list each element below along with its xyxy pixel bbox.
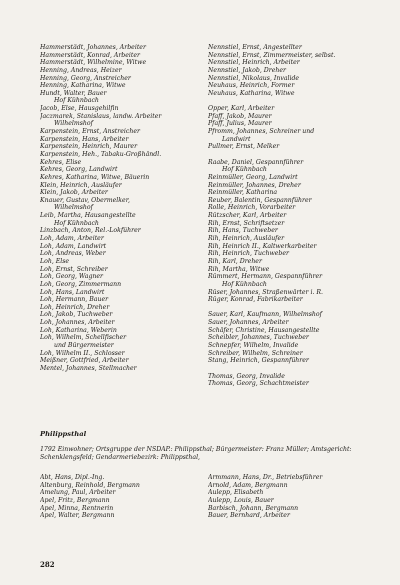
list-item: Kehres, Elise <box>40 158 82 166</box>
list-item: Loh, Ernst, Schreiber <box>40 265 108 273</box>
list-item: Loh, Georg, Zimmermann <box>40 280 122 288</box>
section-right-column <box>208 474 384 520</box>
list-item: Loh, Wilhelm, Schellfischer <box>40 334 127 342</box>
list-item: Mentel, Johannes, Stellmacher <box>40 364 137 372</box>
list-item: Pfaff, Julius, Maurer <box>208 120 272 128</box>
list-item: Rolle, Heinrich, Vorarbeiter <box>208 204 296 212</box>
list-item: Nennstiel, Heinrich, Arbeiter <box>208 59 300 67</box>
list-item: Altenburg, Reinhold, Bergmann <box>40 481 140 489</box>
list-item <box>208 97 384 105</box>
list-item: Aulepp, Louis, Bauer <box>208 496 274 504</box>
list-item: Stang, Heinrich, Gespannführer <box>208 357 309 365</box>
list-item: Meißner, Gottfried, Arbeiter <box>40 357 129 365</box>
list-item: Rüger, Konrad, Fabrikarbeiter <box>208 296 303 304</box>
list-item: Sauer, Johannes, Arbeiter <box>208 319 289 327</box>
list-item: Nennstiel, Nikolaus, Invalide <box>208 74 300 82</box>
section-description: 1792 Einwohner; Ortsgruppe der NSDAP.: Philippsthal; Bürgermeister: Franz Müller; Amtsgericht: Schenklengsfeld; Gendarmeriebezirk: Philippsthal, <box>40 446 352 461</box>
list-item: Neuhaus, Heinrich, Former <box>208 82 295 90</box>
list-item: Hammerstädt, Wilhelmine, Witwe <box>40 59 147 67</box>
left-column <box>40 44 216 373</box>
list-item: Schreiber, Wilhelm, Schreiner <box>208 349 303 357</box>
list-item: Sauer, Karl, Kaufmann, Wilhelmshof <box>208 311 322 319</box>
list-item: Landwirt <box>222 135 251 143</box>
list-item: Loh, Georg, Wagner <box>40 273 104 281</box>
list-item: Karpenstein, Ernst, Anstreicher <box>40 128 140 136</box>
list-item: Scheibler, Johannes, Tuchweber <box>208 334 309 342</box>
list-item: Henning, Georg, Anstreicher <box>40 74 131 82</box>
list-item: Apel, Minna, Rentnerin <box>40 504 114 512</box>
list-item: Thomas, Georg, Invalide <box>208 372 285 380</box>
page-number: 282 <box>40 560 55 569</box>
list-item: Reinmüller, Katharina <box>208 189 278 197</box>
list-item: Aulepp, Elisabeth <box>208 489 264 497</box>
list-item: Knauer, Gustav, Obermelker, <box>40 196 130 204</box>
list-item: Wilhelmshof <box>54 120 93 128</box>
list-item: Rih, Ernst, Schriftsetzer <box>208 219 285 227</box>
list-item: Barbisch, Johann, Bergmann <box>208 504 299 512</box>
list-item: Arnold, Adam, Bergmann <box>208 481 288 489</box>
list-item: Reinmüller, Johannes, Dreher <box>208 181 301 189</box>
list-item: Loh, Hermann, Bauer <box>40 296 109 304</box>
list-item: Klein, Heinrich, Ausläufer <box>40 181 122 189</box>
section-title: Philippsthal <box>40 430 87 438</box>
list-item: Hundt, Walter, Bauer <box>40 89 107 97</box>
list-item <box>208 304 384 312</box>
list-item: Armmann, Hans, Dr., Betriebsführer <box>208 474 323 481</box>
list-item: Karpenstein, Heh., Tabaku-Großhändl. <box>40 150 162 158</box>
list-item: Hof Kühnbach <box>222 166 267 174</box>
list-item: Loh, Johannes, Arbeiter <box>40 319 115 327</box>
list-item: Abt, Hans, Dipl.-Ing. <box>40 474 105 481</box>
list-item: Karpenstein, Hans, Arbeiter <box>40 135 129 143</box>
list-item: Reuber, Balentin, Gespannführer <box>208 196 312 204</box>
list-item: Hammerstädt, Konrad, Arbeiter <box>40 51 141 59</box>
list-item: Pfromm, Johannes, Schreiner und <box>208 128 315 136</box>
list-item: Henning, Andreas, Heizer <box>40 66 122 74</box>
list-item <box>208 151 384 159</box>
list-item: Opper, Karl, Arbeiter <box>208 105 275 113</box>
list-item: Pfaff, Jakob, Maurer <box>208 112 272 120</box>
list-item: Rih, Heinrich, Tuchweber <box>208 250 289 258</box>
list-item: Rützscher, Karl, Arbeiter <box>208 212 287 220</box>
list-item: Hammerstädt, Johannes, Arbeiter <box>40 44 146 51</box>
list-item: Hof Kühnbach <box>54 97 99 105</box>
list-item: Bauer, Bernhard, Arbeiter <box>208 512 290 520</box>
list-item: Loh, Andreas, Weber <box>40 250 106 258</box>
list-item: Karpenstein, Heinrich, Maurer <box>40 143 138 151</box>
list-item: Hof Kühnbach <box>222 280 267 288</box>
list-item: Nennstiel, Ernst, Zimmermeister, selbst. <box>208 51 336 59</box>
list-item: Wilhelmshof <box>54 204 93 212</box>
section-header <box>40 430 380 440</box>
list-item: Pullmer, Ernst, Melker <box>208 143 280 151</box>
list-item: Loh, Heinrich, Dreher <box>40 303 110 311</box>
list-item: Kehres, Katharina, Witwe, Bäuerin <box>40 173 150 181</box>
list-item: Loh, Wilhelm II., Schlosser <box>40 349 125 357</box>
list-item: Loh, Adam, Landwirt <box>40 242 107 250</box>
list-item: Nennstiel, Ernst, Angestellter <box>208 44 302 51</box>
right-column <box>208 44 384 388</box>
list-item: Nennstiel, Jakob, Dreher <box>208 66 286 74</box>
list-item: Rih, Heinrich, Ausläufer <box>208 235 285 243</box>
list-item: Klein, Jakob, Arbeiter <box>40 189 108 197</box>
list-item: Apel, Fritz, Bergmann <box>40 496 110 504</box>
list-item: Schäfer, Christine, Hausangestellte <box>208 326 320 334</box>
list-item: Rih, Martha, Witwe <box>208 265 270 273</box>
list-item: und Bürgermeister <box>54 341 114 349</box>
list-item: Hof Kühnbach <box>54 219 99 227</box>
list-item: Loh, Hans, Landwirt <box>40 288 105 296</box>
section-left-column <box>40 474 216 520</box>
list-item: Jaczmarek, Stanislaus, landw. Arbeiter <box>40 112 162 120</box>
list-item: Apel, Walter, Bergmann <box>40 512 115 520</box>
list-item: Jacob, Else, Hausgehilfin <box>40 105 119 113</box>
list-item: Leib, Martha, Hausangestellte <box>40 212 136 220</box>
list-item: Rümmert, Hermann, Gespannführer <box>208 273 323 281</box>
list-item: Rih, Hans, Tuchweber <box>208 227 278 235</box>
list-item: Rüser, Johannes, Straßenwärter i. R. <box>208 288 324 296</box>
list-item: Loh, Adam, Arbeiter <box>40 235 104 243</box>
list-item: Rih, Karl, Dreher <box>208 257 262 265</box>
list-item: Loh, Else <box>40 257 70 265</box>
list-item: Amelung, Paul, Arbeiter <box>40 489 116 497</box>
list-item: Schnepfer, Wilhelm, Invalide <box>208 341 299 349</box>
list-item <box>208 365 384 373</box>
list-item: Neuhaus, Katharina, Witwe <box>208 89 295 97</box>
list-item: Henning, Katharina, Witwe <box>40 82 126 90</box>
list-item: Rih, Heinrich II., Kaltwerkarbeiter <box>208 242 317 250</box>
list-item: Linzbach, Anton, Rel.-Lokführer <box>40 227 141 235</box>
list-item: Reinmüller, Georg, Landwirt <box>208 173 298 181</box>
list-item: Raabe, Daniel, Gespannführer <box>208 158 304 166</box>
list-item: Loh, Jakob, Tuchweber <box>40 311 113 319</box>
list-item: Thomas, Georg, Schachtmeister <box>208 380 309 388</box>
list-item: Kehres, Georg, Landwirt <box>40 166 118 174</box>
list-item: Loh, Katharina, Weberin <box>40 326 117 334</box>
